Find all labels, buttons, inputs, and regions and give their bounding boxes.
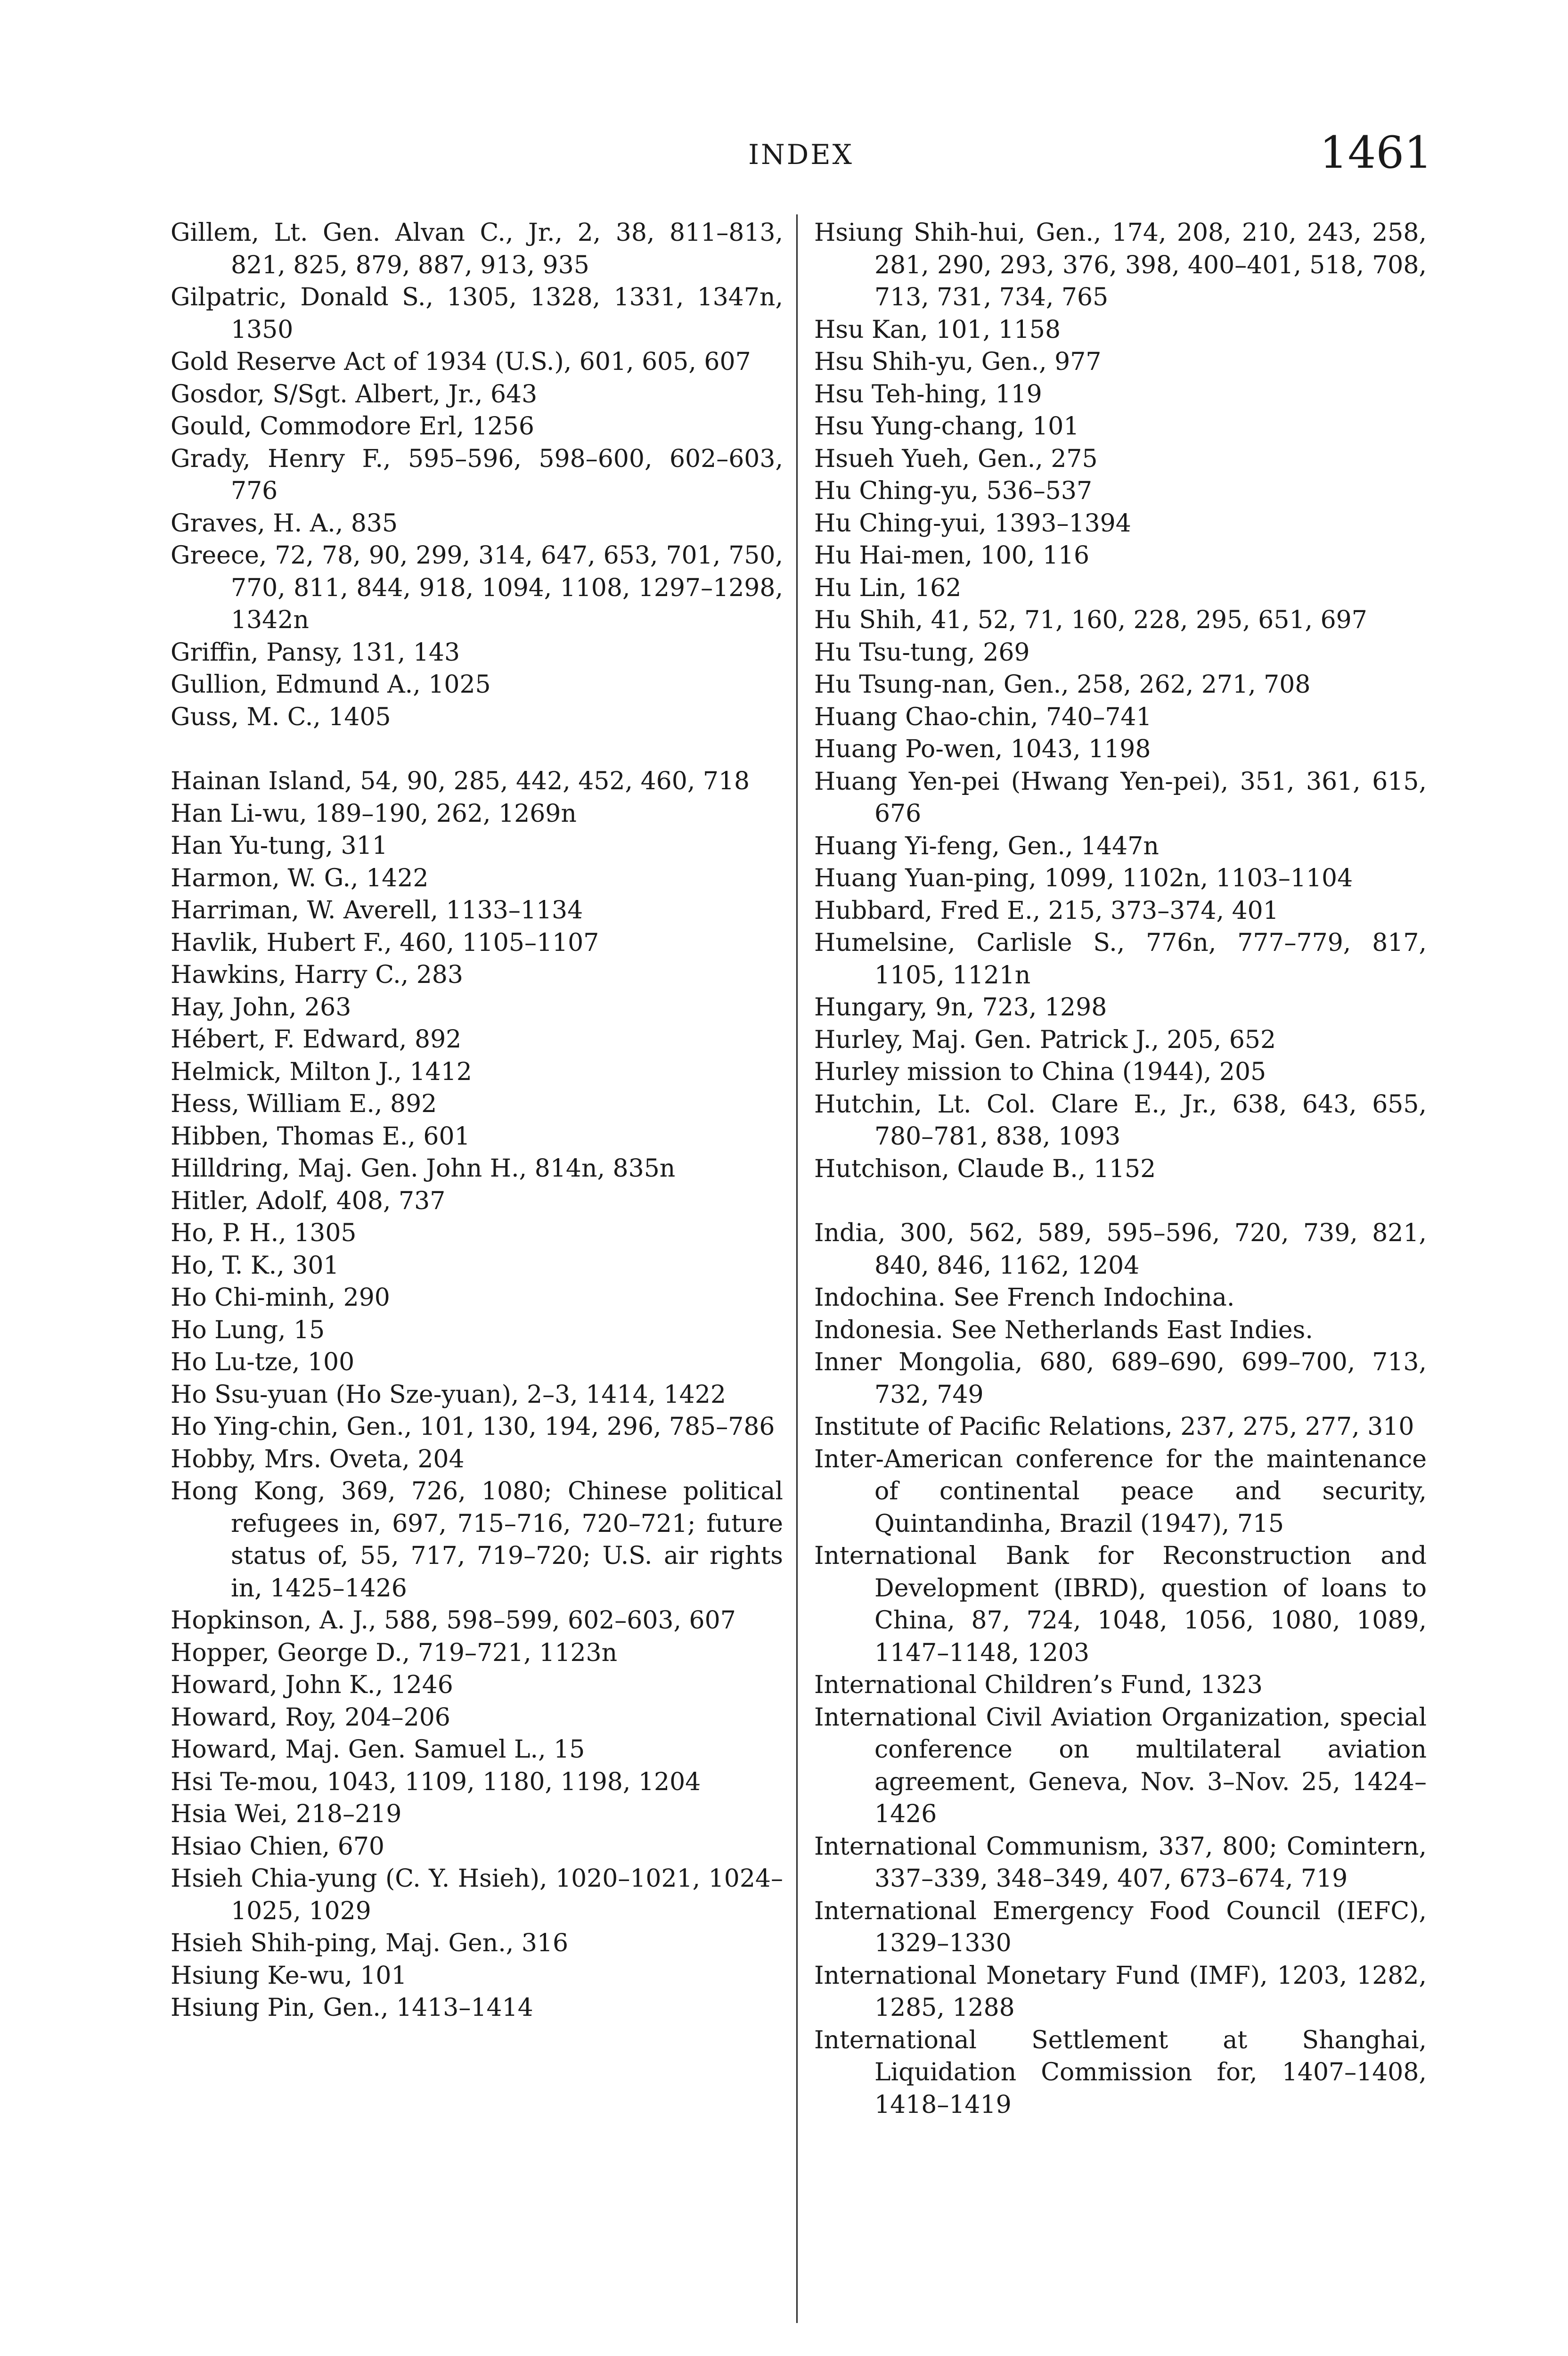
index-entry: Indochina. See French Indochina. <box>814 1284 1235 1312</box>
index-entry: Hainan Island, 54, 90, 285, 442, 452, 460, 718 <box>171 767 750 795</box>
index-entry: Hawkins, Harry C., 283 <box>171 961 463 989</box>
index-entry: Hay, John, 263 <box>171 993 351 1022</box>
index-entry: Hess, William E., 892 <box>171 1090 437 1118</box>
index-entry: Hsu Yung-chang, 101 <box>814 412 1079 441</box>
index-entry: Graves, H. A., 835 <box>171 509 398 538</box>
index-entry: International Bank for Reconstruction and Development (IBRD), question of loans to China, 87, 724, 1048, 1056, 1080, 1089, 1147–1148, 1203 <box>814 1542 1427 1667</box>
index-entry: International Emergency Food Council (IEFC), 1329–1330 <box>814 1897 1427 1957</box>
index-entry: Indonesia. See Netherlands East Indies. <box>814 1316 1313 1344</box>
index-entry: Huang Yi-feng, Gen., 1447n <box>814 832 1159 860</box>
index-entry: Hu Hai-men, 100, 116 <box>814 541 1090 570</box>
letter-group-gap <box>171 733 783 765</box>
index-entry: Hutchin, Lt. Col. Clare E., Jr., 638, 643, 655, 780–781, 838, 1093 <box>814 1090 1427 1151</box>
index-entry: International Communism, 337, 800; Comintern, 337–339, 348–349, 407, 673–674, 719 <box>814 1832 1427 1893</box>
index-entry: Grady, Henry F., 595–596, 598–600, 602–603, 776 <box>171 444 783 505</box>
index-entry: Ho, P. H., 1305 <box>171 1219 357 1247</box>
index-entry: Institute of Pacific Relations, 237, 275, 277, 310 <box>814 1413 1414 1441</box>
page-number: 1461 <box>1319 127 1432 179</box>
index-entry: Greece, 72, 78, 90, 299, 314, 647, 653, 701, 750, 770, 811, 844, 918, 1094, 1108, 1297–1298, 1342n <box>171 541 783 634</box>
index-entry: Inner Mongolia, 680, 689–690, 699–700, 713, 732, 749 <box>814 1348 1427 1409</box>
index-entry: Hsueh Yueh, Gen., 275 <box>814 444 1098 473</box>
index-entry: Harmon, W. G., 1422 <box>171 864 429 892</box>
index-entry: Hsu Kan, 101, 1158 <box>814 315 1061 344</box>
index-entry: Ho, T. K., 301 <box>171 1251 339 1280</box>
index-entry: Hibben, Thomas E., 601 <box>171 1122 470 1151</box>
index-entry: Howard, John K., 1246 <box>171 1671 453 1699</box>
index-entry: Hsieh Chia-yung (C. Y. Hsieh), 1020–1021, 1024–1025, 1029 <box>171 1865 783 1925</box>
index-entry: Hébert, F. Edward, 892 <box>171 1025 462 1054</box>
index-entry: Gold Reserve Act of 1934 (U.S.), 601, 605, 607 <box>171 348 751 376</box>
page-header <box>170 127 1432 184</box>
index-entry: Hu Tsung-nan, Gen., 258, 262, 271, 708 <box>814 671 1311 699</box>
index-entry: Hsiung Shih-hui, Gen., 174, 208, 210, 243, 258, 281, 290, 293, 376, 398, 400–401, 518, 708, 713, 731, 734, 765 <box>814 219 1427 311</box>
index-entry: Hilldring, Maj. Gen. John H., 814n, 835n <box>171 1154 676 1183</box>
index-entry: Hsu Shih-yu, Gen., 977 <box>814 348 1102 376</box>
index-entry: Ho Lung, 15 <box>171 1316 325 1344</box>
index-entry: Ho Lu-tze, 100 <box>171 1348 355 1376</box>
index-entry: Hsiung Ke-wu, 101 <box>171 1961 407 1990</box>
index-entry: Hsiao Chien, 670 <box>171 1832 384 1861</box>
index-entry: Hu Tsu-tung, 269 <box>814 638 1030 667</box>
index-entry: Inter-American conference for the maintenance of continental peace and security, Quintandinha, Brazil (1947), 715 <box>814 1445 1427 1538</box>
index-entry: Hsu Teh-hing, 119 <box>814 380 1042 409</box>
index-entry: International Settlement at Shanghai, Liquidation Commission for, 1407–1408, 1418–1419 <box>814 2026 1427 2119</box>
index-entry: Ho Ying-chin, Gen., 101, 130, 194, 296, 785–786 <box>171 1413 775 1441</box>
index-entry: Hong Kong, 369, 726, 1080; Chinese political refugees in, 697, 715–716, 720–721; future status of, 55, 717, 719–720; U.S. air rights in, 1425–1426 <box>171 1477 783 1603</box>
index-entry: Huang Chao-chin, 740–741 <box>814 703 1152 731</box>
index-entry: Guss, M. C., 1405 <box>171 703 391 731</box>
index-entry: Howard, Roy, 204–206 <box>171 1703 450 1732</box>
index-entry: Hsiung Pin, Gen., 1413–1414 <box>171 1994 533 2022</box>
index-entry: Hurley, Maj. Gen. Patrick J., 205, 652 <box>814 1025 1276 1054</box>
index-entry: International Civil Aviation Organization, special conference on multilateral aviation agreement, Geneva, Nov. 3–Nov. 25, 1424–1426 <box>814 1703 1427 1828</box>
index-entry: Hitler, Adolf, 408, 737 <box>171 1186 446 1215</box>
index-entry: Gilpatric, Donald S., 1305, 1328, 1331, 1347n, 1350 <box>171 283 783 344</box>
index-entry: Hu Ching-yu, 536–537 <box>814 477 1093 505</box>
index-column-left <box>171 217 783 2024</box>
index-entry: Hutchison, Claude B., 1152 <box>814 1154 1156 1183</box>
index-entry: Ho Ssu-yuan (Ho Sze-yuan), 2–3, 1414, 1422 <box>171 1380 726 1409</box>
index-entry: Ho Chi-minh, 290 <box>171 1284 390 1312</box>
index-entry: Griffin, Pansy, 131, 143 <box>171 638 460 667</box>
index-column-right <box>814 217 1427 2121</box>
index-entry: Han Yu-tung, 311 <box>171 832 388 860</box>
index-entry: International Children’s Fund, 1323 <box>814 1671 1263 1699</box>
index-entry: Gould, Commodore Erl, 1256 <box>171 412 534 441</box>
index-entry: Havlik, Hubert F., 460, 1105–1107 <box>171 928 599 957</box>
index-entry: Hu Shih, 41, 52, 71, 160, 228, 295, 651, 697 <box>814 606 1367 634</box>
index-entry: Gosdor, S/Sgt. Albert, Jr., 643 <box>171 380 538 409</box>
index-entry: Huang Po-wen, 1043, 1198 <box>814 735 1151 763</box>
index-entry: Hu Lin, 162 <box>814 573 962 602</box>
index-entry: Gullion, Edmund A., 1025 <box>171 671 491 699</box>
letter-group-gap <box>814 1185 1427 1217</box>
index-entry: Hsieh Shih-ping, Maj. Gen., 316 <box>171 1929 569 1957</box>
index-entry: India, 300, 562, 589, 595–596, 720, 739, 821, 840, 846, 1162, 1204 <box>814 1219 1427 1280</box>
index-entry: Hsi Te-mou, 1043, 1109, 1180, 1198, 1204 <box>171 1767 701 1796</box>
index-entry: Hungary, 9n, 723, 1298 <box>814 993 1107 1022</box>
column-divider <box>796 214 798 2323</box>
index-entry: International Monetary Fund (IMF), 1203, 1282, 1285, 1288 <box>814 1961 1427 2022</box>
index-entry: Hsia Wei, 218–219 <box>171 1800 402 1828</box>
index-entry: Harriman, W. Averell, 1133–1134 <box>171 896 583 924</box>
index-entry: Howard, Maj. Gen. Samuel L., 15 <box>171 1735 585 1764</box>
index-entry: Han Li-wu, 189–190, 262, 1269n <box>171 799 577 828</box>
index-entry: Huang Yuan-ping, 1099, 1102n, 1103–1104 <box>814 864 1353 892</box>
index-entry: Gillem, Lt. Gen. Alvan C., Jr., 2, 38, 811–813, 821, 825, 879, 887, 913, 935 <box>171 219 783 279</box>
index-entry: Hobby, Mrs. Oveta, 204 <box>171 1445 465 1473</box>
index-entry: Hurley mission to China (1944), 205 <box>814 1058 1266 1086</box>
index-entry: Hu Ching-yui, 1393–1394 <box>814 509 1131 538</box>
index-entry: Hopkinson, A. J., 588, 598–599, 602–603, 607 <box>171 1606 736 1635</box>
index-entry: Huang Yen-pei (Hwang Yen-pei), 351, 361, 615, 676 <box>814 767 1427 828</box>
running-head: INDEX <box>748 139 854 171</box>
index-entry: Helmick, Milton J., 1412 <box>171 1057 472 1086</box>
index-entry: Humelsine, Carlisle S., 776n, 777–779, 817, 1105, 1121n <box>814 929 1427 990</box>
index-entry: Hopper, George D., 719–721, 1123n <box>171 1638 618 1667</box>
index-entry: Hubbard, Fred E., 215, 373–374, 401 <box>814 896 1279 925</box>
